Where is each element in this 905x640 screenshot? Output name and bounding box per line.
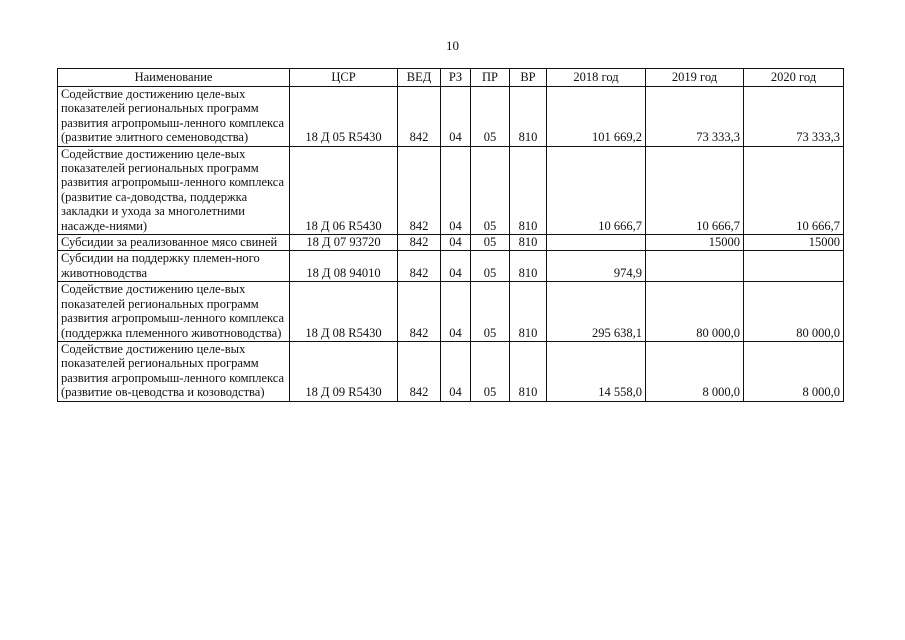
row-pr: 05 bbox=[471, 341, 510, 401]
row-2019 bbox=[646, 251, 744, 282]
row-name: Субсидии за реализованное мясо свиней bbox=[58, 235, 290, 251]
row-2019: 80 000,0 bbox=[646, 282, 744, 342]
row-pr: 05 bbox=[471, 235, 510, 251]
row-name: Содействие достижению целе-вых показателей региональных программ развития агропромыш-ленного комплекса (развитие са-доводства, поддержка закладки и ухода за многолетними насажде-ниями) bbox=[58, 146, 290, 234]
row-ved: 842 bbox=[398, 235, 441, 251]
row-2020: 8 000,0 bbox=[744, 341, 844, 401]
row-rz: 04 bbox=[441, 282, 471, 342]
row-2018: 974,9 bbox=[547, 251, 646, 282]
table-row bbox=[58, 146, 844, 234]
row-2019: 15000 bbox=[646, 235, 744, 251]
row-pr: 05 bbox=[471, 87, 510, 147]
row-csr: 18 Д 05 R5430 bbox=[290, 87, 398, 147]
row-name: Субсидии на поддержку племен-ного животноводства bbox=[58, 251, 290, 282]
row-rz: 04 bbox=[441, 251, 471, 282]
header-2020: 2020 год bbox=[744, 69, 844, 87]
row-name: Содействие достижению целе-вых показателей региональных программ развития агропромыш-ленного комплекса (поддержка племенного животноводства) bbox=[58, 282, 290, 342]
row-2018: 10 666,7 bbox=[547, 146, 646, 234]
row-2018: 101 669,2 bbox=[547, 87, 646, 147]
row-vr: 810 bbox=[510, 282, 547, 342]
row-ved: 842 bbox=[398, 251, 441, 282]
row-2019: 73 333,3 bbox=[646, 87, 744, 147]
row-ved: 842 bbox=[398, 282, 441, 342]
row-rz: 04 bbox=[441, 146, 471, 234]
row-ved: 842 bbox=[398, 341, 441, 401]
row-vr: 810 bbox=[510, 251, 547, 282]
header-2019: 2019 год bbox=[646, 69, 744, 87]
table-row bbox=[58, 235, 844, 251]
row-rz: 04 bbox=[441, 87, 471, 147]
row-pr: 05 bbox=[471, 251, 510, 282]
row-2018: 295 638,1 bbox=[547, 282, 646, 342]
table-row bbox=[58, 87, 844, 147]
row-csr: 18 Д 09 R5430 bbox=[290, 341, 398, 401]
page-number: 10 bbox=[446, 38, 459, 53]
row-csr: 18 Д 07 93720 bbox=[290, 235, 398, 251]
row-csr: 18 Д 08 R5430 bbox=[290, 282, 398, 342]
row-2020: 73 333,3 bbox=[744, 87, 844, 147]
row-rz: 04 bbox=[441, 235, 471, 251]
row-ved: 842 bbox=[398, 146, 441, 234]
header-vr: ВР bbox=[510, 69, 547, 87]
header-pr: ПР bbox=[471, 69, 510, 87]
header-2018: 2018 год bbox=[547, 69, 646, 87]
row-2020 bbox=[744, 251, 844, 282]
table-header-row bbox=[58, 69, 844, 87]
row-pr: 05 bbox=[471, 282, 510, 342]
row-2020: 15000 bbox=[744, 235, 844, 251]
row-2019: 10 666,7 bbox=[646, 146, 744, 234]
row-vr: 810 bbox=[510, 87, 547, 147]
header-rz: РЗ bbox=[441, 69, 471, 87]
row-name: Содействие достижению целе-вых показателей региональных программ развития агропромыш-ленного комплекса (развитие ов-цеводства и козоводства) bbox=[58, 341, 290, 401]
row-rz: 04 bbox=[441, 341, 471, 401]
row-name: Содействие достижению целе-вых показателей региональных программ развития агропромыш-ленного комплекса (развитие элитного семеноводства) bbox=[58, 87, 290, 147]
table-row bbox=[58, 341, 844, 401]
row-vr: 810 bbox=[510, 341, 547, 401]
budget-table bbox=[57, 68, 844, 402]
row-2019: 8 000,0 bbox=[646, 341, 744, 401]
header-csr: ЦСР bbox=[290, 69, 398, 87]
row-pr: 05 bbox=[471, 146, 510, 234]
row-2018: 14 558,0 bbox=[547, 341, 646, 401]
table-row bbox=[58, 251, 844, 282]
row-ved: 842 bbox=[398, 87, 441, 147]
row-2020: 80 000,0 bbox=[744, 282, 844, 342]
row-vr: 810 bbox=[510, 235, 547, 251]
table-row bbox=[58, 282, 844, 342]
header-name: Наименование bbox=[58, 69, 290, 87]
row-csr: 18 Д 06 R5430 bbox=[290, 146, 398, 234]
row-csr: 18 Д 08 94010 bbox=[290, 251, 398, 282]
row-2018 bbox=[547, 235, 646, 251]
row-vr: 810 bbox=[510, 146, 547, 234]
row-2020: 10 666,7 bbox=[744, 146, 844, 234]
header-ved: ВЕД bbox=[398, 69, 441, 87]
